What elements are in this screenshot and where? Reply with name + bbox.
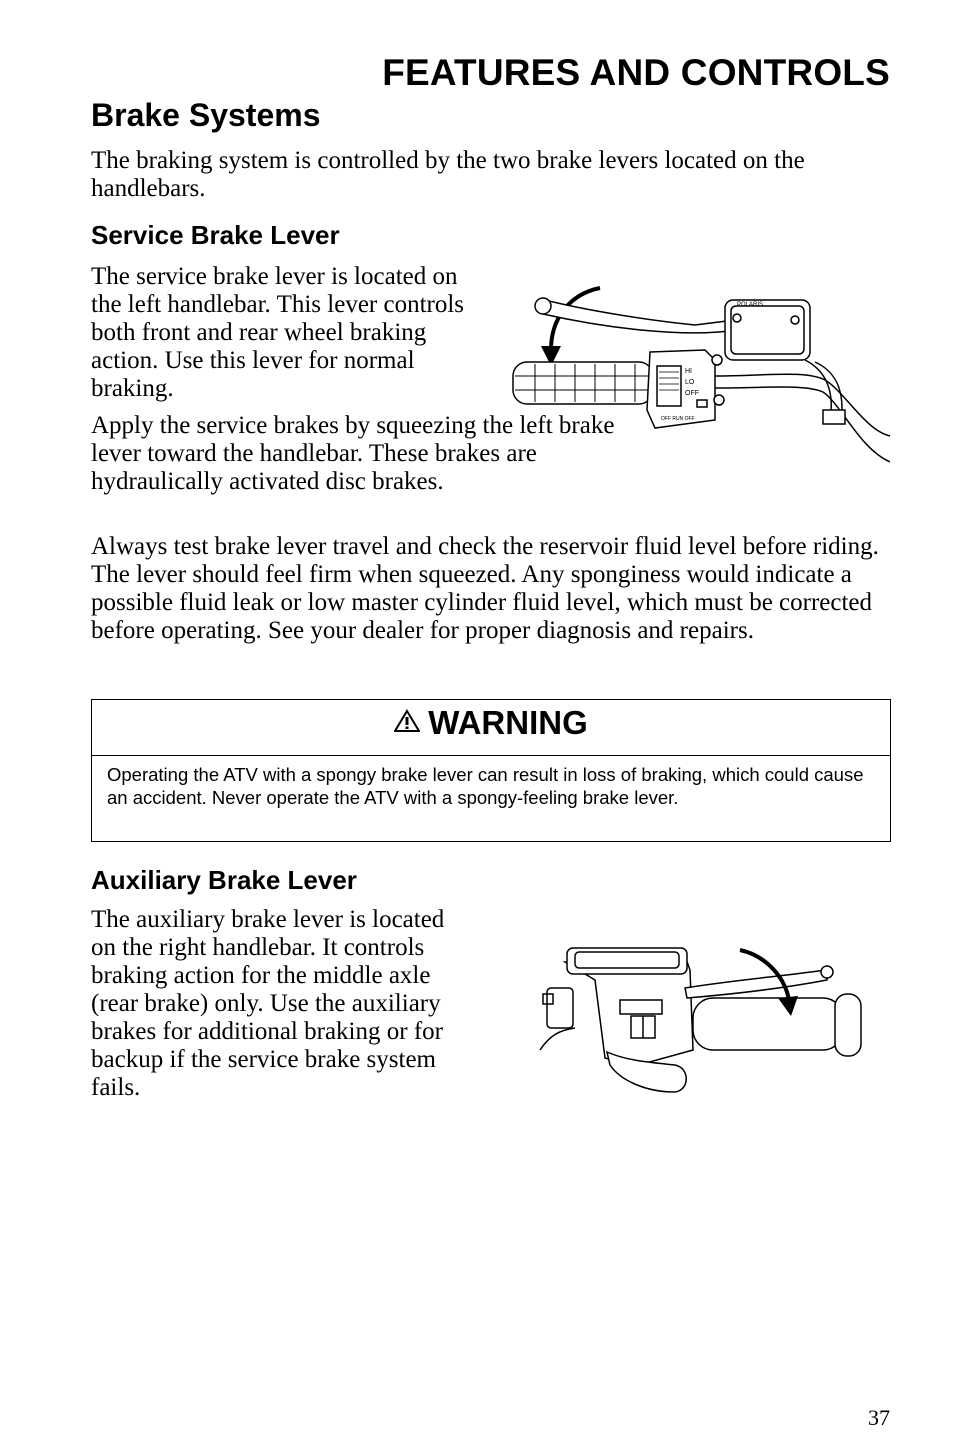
switch-hi-label: HI (685, 368, 692, 375)
page-number: 37 (868, 1405, 890, 1430)
warning-box (91, 699, 891, 842)
page-title: Brake Systems (91, 97, 321, 133)
brand-label: POLARIS (737, 302, 764, 308)
intro-paragraph: The braking system is controlled by the two brake levers located on the handlebars. (91, 147, 805, 202)
auxiliary-brake-heading: Auxiliary Brake Lever (91, 865, 357, 895)
warning-title: WARNING (428, 704, 588, 741)
left-handgrip (513, 362, 653, 404)
switch-lo-label: LO (685, 379, 695, 386)
service-brake-paragraph-2: Apply the service brakes by squeezing the left brake lever toward the handlebar. These brakes are hydraulically activated disc brakes. (91, 412, 615, 495)
service-brake-heading: Service Brake Lever (91, 220, 340, 250)
master-cylinder-reservoir (725, 300, 810, 360)
switch-off-label: OFF (685, 390, 699, 397)
warning-triangle-icon (394, 709, 420, 738)
auxiliary-brake-lever-illustration (535, 940, 870, 1105)
service-brake-paragraph-1: The service brake lever is located on the left handlebar. This lever controls both front and rear wheel braking action. Use this lever for normal braking. (91, 263, 465, 402)
brake-lever (543, 300, 737, 333)
service-brake-lever-illustration (505, 280, 895, 470)
right-handgrip (693, 998, 843, 1050)
auxiliary-brake-lever (685, 970, 827, 998)
warning-text: Operating the ATV with a spongy brake lever can result in loss of braking, which could cause an accident. Never operate the ATV with a spongy-feeling brake lever. (107, 764, 864, 808)
warning-header (92, 700, 890, 756)
switch-run-label: OFF RUN OFF (661, 416, 695, 422)
section-header: FEATURES AND CONTROLS (382, 52, 890, 93)
auxiliary-brake-paragraph: The auxiliary brake lever is located on the right handlebar. It controls braking action for the middle axle (rear brake) only. Use the auxiliary brakes for additional braking or for backup if the service brake system fails. (91, 906, 445, 1101)
handlebar (715, 374, 890, 436)
service-brake-paragraph-3: Always test brake lever travel and check the reservoir fluid level before riding. The lever should feel firm when squeezed. Any sponginess would indicate a possible fluid leak or low master cylinder fluid level, which must be corrected before operating. See your dealer for proper diagnosis and repairs. (91, 533, 879, 644)
